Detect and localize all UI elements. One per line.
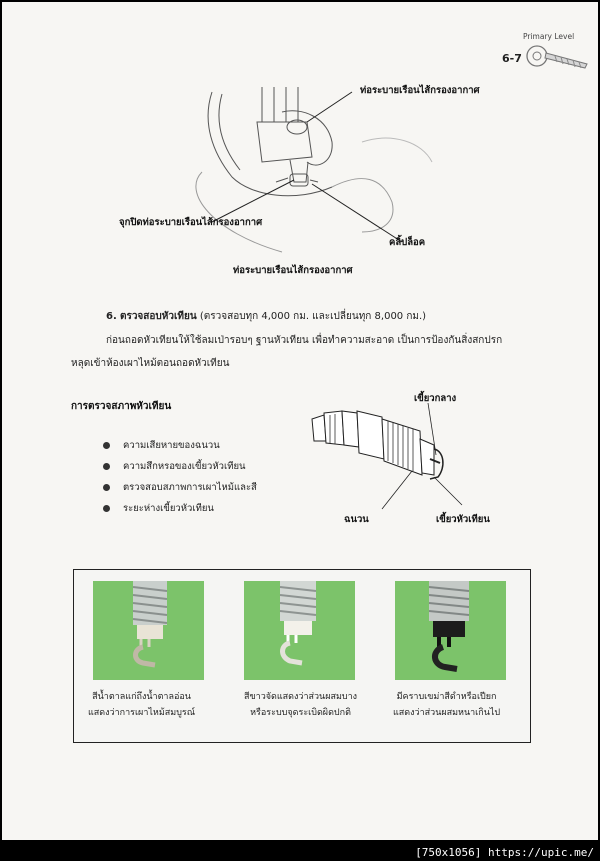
spark-plug-white-image [244,581,355,680]
section-number: 6. [106,311,117,322]
list-item: ระยะห่างเขี้ยวหัวเทียน [103,501,257,522]
label-clip: คลิ้ปล็อค [389,237,426,248]
photo-caption [244,689,357,721]
image-source-footer: [750x1056] https://upic.me/ [415,846,594,859]
label-hose-top: ท่อระบายเรือนไส้กรองอากาศ [360,85,480,96]
caption-line: สีน้ำตาลแก่ถึงน้ำตาลอ่อน [92,692,191,702]
list-item: ตรวจสอบสภาพการเผาไหม้และสี [103,480,257,501]
wrench-icon [525,42,591,72]
spark-plug-photo-panel [73,569,531,743]
caption-line: แสดงว่าการเผาไหม้สมบูรณ์ [88,708,196,718]
label-insulator: ฉนวน [344,514,369,525]
spark-plug-sooty-image [395,581,506,680]
photo-caption [88,689,195,721]
caption-line: แสดงว่าส่วนผสมหนาเกินไป [393,708,501,718]
list-item: ความเสียหายของฉนวน [103,438,257,459]
photo-white [244,581,355,680]
spark-plug-drawing [302,397,482,517]
caption-line: หรือระบบจุดระเบิดผิดปกติ [250,708,351,718]
photo-normal [93,581,204,680]
inspection-list [103,438,257,522]
spark-plug-normal-image [93,581,204,680]
caption-line: มีคราบเขม่าสีดำหรือเปียก [396,692,497,702]
photo-caption [393,689,500,721]
level-label: Primary Level [523,32,575,41]
label-plug: จุกปิดท่อระบายเรือนไส้กรองอากาศ [119,217,263,228]
caption-line: สีขาวจัดแสดงว่าส่วนผสมบาง [244,692,358,702]
photo-sooty [395,581,506,680]
label-center-electrode: เขี้ยวกลาง [414,393,457,404]
section-heading [106,309,426,324]
section-body-line2: หลุดเข้าห้องเผาไหม้ตอนถอดหัวเทียน [71,358,230,369]
section-body-line1: ก่อนถอดหัวเทียนให้ใช้ลมเป่ารอบๆ ฐานหัวเทียน เพื่อทำความสะอาด เป็นการป้องกันสิ่งสกปรก [106,335,503,346]
figure-caption: ท่อระบายเรือนไส้กรองอากาศ [233,265,353,276]
manual-page [2,2,598,840]
section-title: ตรวจสอบหัวเทียน [119,311,197,322]
breather-drawing [62,82,542,272]
page-number: 6-7 [502,52,522,65]
label-ground-electrode: เขี้ยวหัวเทียน [436,514,490,525]
list-item: ความสึกหรอของเขี้ยวหัวเทียน [103,459,257,480]
inspection-title: การตรวจสภาพหัวเทียน [71,401,172,412]
section-interval: (ตรวจสอบทุก 4,000 กม. และเปลี่ยนทุก 8,000 กม.) [196,311,427,322]
